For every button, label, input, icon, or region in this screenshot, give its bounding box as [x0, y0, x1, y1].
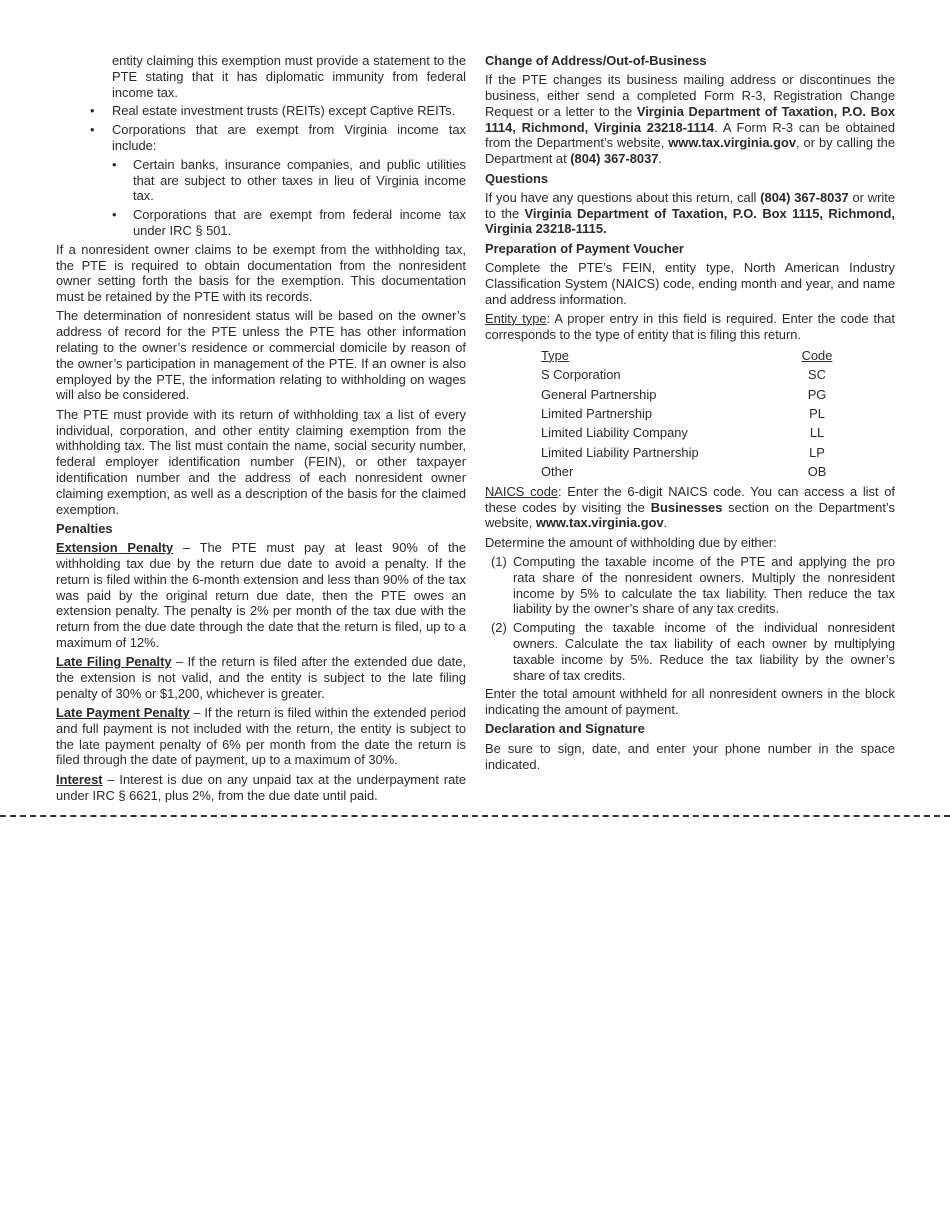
right-column [485, 53, 895, 776]
bullet-reits-text: Real estate investment trusts (REITs) except Captive REITs. [112, 103, 456, 119]
sub-bullet-federal-text: Corporations that are exempt from federal income tax under IRC § 501. [133, 207, 466, 238]
determine-paragraph: Determine the amount of withholding due by either: [485, 534, 777, 550]
entity-code-cell: SC [808, 367, 826, 383]
bullet-dot-icon: • [90, 103, 95, 119]
late-payment-penalty-label: Late Payment Penalty [56, 705, 190, 721]
entity-type-cell: Other [541, 464, 574, 480]
table-row [541, 443, 837, 462]
entity-type-table [541, 346, 837, 482]
table-header-code: Code [801, 347, 833, 363]
table-row [541, 365, 837, 384]
naics-businesses: Businesses [650, 499, 723, 515]
option-1-text: Computing the taxable income of the PTE and applying the pro rata share of the nonresident owners. Multiply the nonresident income by 5% to calculate the tax liability. Then reduce the tax liability by the owner’s share of any tax credits. [513, 553, 895, 617]
bullet-dot-icon: • [112, 207, 117, 223]
entity-code-cell: LP [809, 444, 825, 460]
entity-type-cell: Limited Liability Partnership [541, 444, 699, 460]
entity-type-text: : A proper entry in this field is required. Enter the code that corresponds to the type of entity that is filing this return. [485, 310, 895, 342]
change-of-address-paragraph [485, 72, 895, 167]
entity-type-cell: Limited Liability Company [541, 425, 688, 441]
table-header-type: Type [541, 347, 569, 363]
phone-number: (804) 367-8037 [570, 151, 659, 167]
exemption-list-paragraph: The PTE must provide with its return of withholding tax a list of every individual, corporation, and other entity claiming exemption from the withholding tax. The list must contain the name, social security number, federal employer identification number (FEIN), or other taxpayer identification number and the address of each nonresident owner claiming exemption, as well as a description of the basis for the claimed exemption. [56, 406, 466, 517]
late-filing-penalty-paragraph [56, 654, 466, 701]
questions-address: Virginia Department of Taxation, P.O. Box 1115, Richmond, Virginia 23218-1115. [485, 205, 895, 237]
entity-code-cell: PG [807, 386, 827, 402]
entity-type-cell: Limited Partnership [541, 406, 653, 422]
sub-bullet-federal [56, 207, 466, 239]
exemption-continuation: entity claiming this exemption must provide a statement to the PTE stating that it has diplomatic immunity from federal income tax. [112, 53, 466, 100]
entity-type-label: Entity type [485, 310, 547, 326]
bullet-dot-icon: • [90, 122, 95, 138]
penalties-heading: Penalties [56, 520, 113, 536]
address-text-4: . [658, 151, 663, 167]
naics-paragraph [485, 484, 895, 531]
naics-website: www.tax.virginia.gov [535, 515, 664, 531]
table-row [541, 462, 837, 481]
extension-penalty-label: Extension Penalty [56, 540, 174, 556]
exempt-documentation-paragraph: If a nonresident owner claims to be exempt from the withholding tax, the PTE is required to obtain documentation from the nonresident owner setting forth the basis for the exemption. This documentation must be retained by the PTE with its records. [56, 241, 466, 305]
questions-text-1: If you have any questions about this return, call [485, 189, 761, 205]
website-link: www.tax.virginia.gov [668, 135, 797, 151]
naics-text-2: section on the Department’s website, [485, 499, 895, 531]
table-row [541, 404, 837, 423]
questions-heading: Questions [485, 170, 549, 186]
option-2 [485, 620, 895, 683]
table-row [541, 385, 837, 404]
bullet-corporations-text: Corporations that are exempt from Virginia income tax include: [112, 122, 466, 153]
address-text-3: , or by calling the Department at [485, 135, 895, 167]
entity-code-cell: PL [809, 406, 825, 422]
address-text-2: . A Form R-3 can be obtained from the Department’s website, [485, 119, 895, 151]
extension-penalty-text: – The PTE must pay at least 90% of the withholding tax due by the return due date to avoid a penalty. If the return is filed within the 6-month extension and less than 90% of the tax was paid by the original return due date, then the PTE owes an extension penalty. The penalty is 2% per month of the tax due with the return from the due date through the date that the return is filed, up to a maximum of 12%. [56, 540, 466, 650]
late-filing-penalty-label: Late Filing Penalty [56, 654, 172, 670]
naics-label: NAICS code [485, 483, 559, 499]
questions-text-2: or write to the [485, 189, 896, 221]
address-text-1: If the PTE changes its business mailing address or discontinues the business, either send a completed Form R-3, Registration Change Request or a letter to the [485, 72, 895, 119]
questions-paragraph [485, 190, 895, 237]
sub-bullet-banks [56, 157, 466, 204]
naics-text-1: : Enter the 6-digit NAICS code. You can access a list of these codes by visiting the [485, 483, 896, 515]
interest-text: – Interest is due on any unpaid tax at the underpayment rate under IRC § 6621, plus 2%, from the due date until paid. [56, 771, 466, 803]
detach-line [0, 815, 950, 817]
declaration-paragraph: Be sure to sign, date, and enter your phone number in the space indicated. [485, 740, 895, 772]
option-1-number: (1) [491, 553, 507, 569]
declaration-heading: Declaration and Signature [485, 721, 645, 737]
option-2-text: Computing the taxable income of the individual nonresident owners. Calculate the tax liability of each owner by multiplying taxable income by 5%. Reduce the tax liability by the owner’s share of tax credits. [513, 620, 895, 683]
payment-voucher-heading: Preparation of Payment Voucher [485, 240, 684, 256]
interest-label: Interest [56, 771, 103, 787]
entity-type-paragraph [485, 311, 895, 343]
payment-voucher-paragraph: Complete the PTE’s FEIN, entity type, North American Industry Classification System (NAICS) code, ending month and year, and name and address information. [485, 260, 895, 307]
entity-code-cell: LL [809, 425, 825, 441]
entity-type-cell: General Partnership [541, 386, 657, 402]
late-filing-penalty-text: – If the return is filed after the extended due date, the extension is not valid, and the entity is subject to the late filing penalty of 30% or $1,200, whichever is greater. [56, 654, 467, 701]
nonresident-status-paragraph: The determination of nonresident status will be based on the owner’s address of record for the PTE unless the PTE has other information relating to the owner’s residence or commercial domicile by reason of the owner’s participation in management of the PTE. If an owner is also employed by the PTE, the information relating to withholding on wages will also be considered. [56, 308, 466, 403]
questions-phone: (804) 367-8037 [760, 189, 849, 205]
left-column [56, 53, 466, 807]
option-2-number: (2) [491, 620, 507, 636]
interest-paragraph [56, 772, 466, 804]
entity-code-cell: OB [807, 464, 827, 480]
bullet-dot-icon: • [112, 156, 117, 172]
address-bold-1: Virginia Department of Taxation, P.O. Box 1114, Richmond, Virginia 23218-1114 [485, 103, 895, 135]
change-of-address-heading: Change of Address/Out-of-Business [485, 53, 707, 68]
sub-bullet-banks-text: Certain banks, insurance companies, and public utilities that are subject to other taxes in lieu of Virginia income tax. [133, 156, 466, 204]
late-payment-penalty-paragraph [56, 705, 466, 768]
table-row [541, 424, 837, 443]
table-header-row [541, 346, 837, 365]
entity-type-cell: S Corporation [541, 367, 621, 383]
option-1 [485, 554, 895, 617]
late-payment-penalty-text: – If the return is filed within the extended period and full payment is not included with the return, the entity is subject to the late payment penalty of 6% per month from the date the return is filed through the date of payment, up to a maximum of 30%. [56, 705, 466, 768]
bullet-reits [56, 103, 466, 119]
bullet-corporations [56, 122, 466, 154]
extension-penalty-paragraph [56, 540, 466, 651]
naics-text-3: . [663, 515, 668, 531]
total-withheld-paragraph: Enter the total amount withheld for all nonresident owners in the block indicating the amount of payment. [485, 686, 895, 718]
